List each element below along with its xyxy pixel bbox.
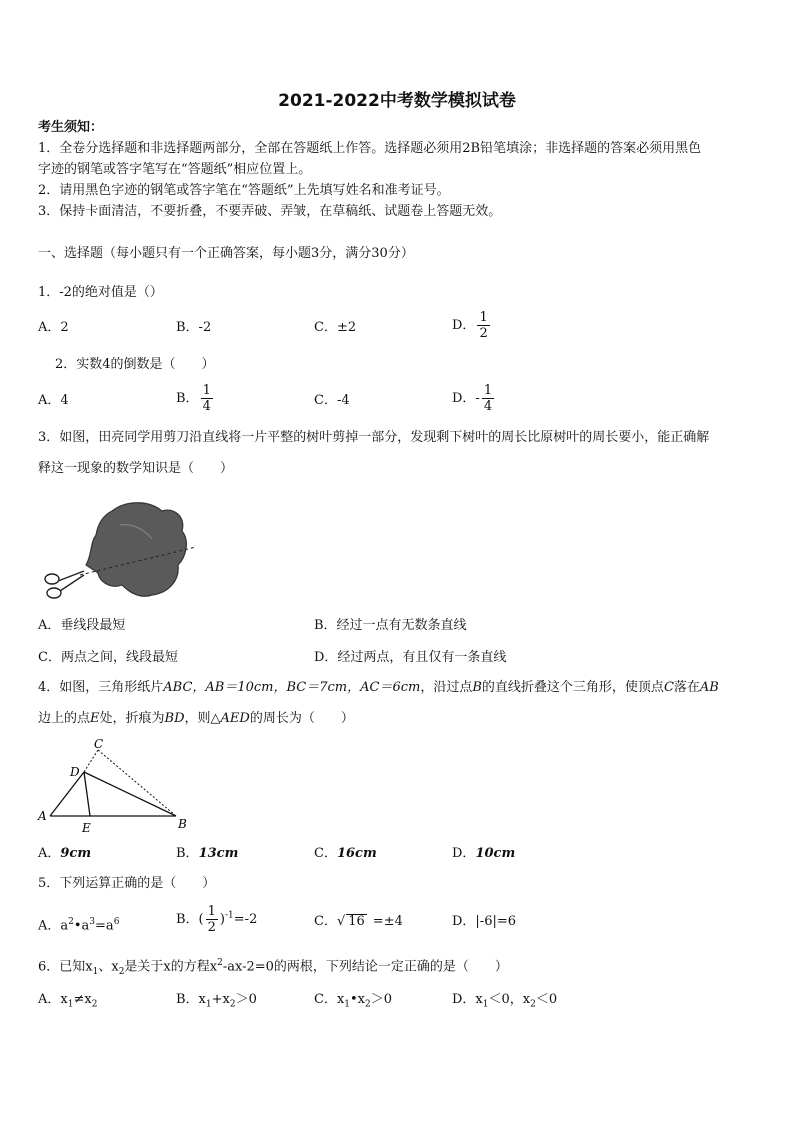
q5-option-d: D．|-6|=6: [452, 914, 517, 929]
q3-option-d: D．经过两点，有且仅有一条直线: [314, 650, 507, 665]
label-c: C: [94, 737, 104, 751]
segment-dc: [84, 750, 98, 772]
q3-option-a: A．垂线段最短: [38, 618, 126, 633]
q4-option-c: C．16cm: [314, 846, 377, 861]
q5-option-b: B．( $\frac{1}{2}$ )$^{-1}$=-2: [176, 904, 258, 935]
leaf-shape: [86, 503, 186, 597]
q2-stem: 2．实数4的倒数是（ ）: [55, 357, 215, 372]
q4-option-b: B．13cm: [176, 846, 239, 861]
q6-stem: 6．已知$x_1$、$x_2$是关于x的方程$x^2-ax-2=0$的两根，下列结论一定正确的是（ ）: [38, 958, 508, 977]
fraction: $\frac{1}{4}$: [202, 383, 211, 414]
q1-stem: 1．-2的绝对值是（）: [38, 285, 163, 300]
page-title: 2021-2022中考数学模拟试卷: [278, 91, 516, 111]
q2-option-c: C．-4: [314, 393, 350, 408]
notice-item-1: 1．全卷分选择题和非选择题两部分，全部在答题纸上作答。选择题必须用2B铅笔填涂；非选择题的答案必须用黑色: [38, 141, 702, 156]
q6-option-b: B．$x_1+x_2>0$: [176, 992, 257, 1010]
q2-option-d: D．- $\frac{1}{4}$: [452, 383, 493, 414]
segment-cb: [98, 750, 176, 816]
q1-option-d: D． $\frac{1}{2}$: [452, 310, 488, 341]
label-e: E: [82, 821, 91, 835]
fraction: $\frac{1}{2}$: [207, 904, 216, 935]
notice-heading: 考生须知：: [38, 120, 104, 135]
q5-option-a: A．$a^2•a^3=a^6$: [38, 917, 120, 934]
q3-option-b: B．经过一点有无数条直线: [314, 618, 467, 633]
leaf-scissors-figure: [40, 495, 200, 605]
notice-item-3: 3．保持卡面清洁，不要折叠，不要弄破、弄皱，在草稿纸、试题卷上答题无效。: [38, 204, 502, 219]
scissors-icon: [45, 571, 84, 598]
q1-option-c: C．±2: [314, 320, 357, 335]
q4-stem-line1: 4．如图，三角形纸片ABC，AB＝10cm，BC＝7cm，AC＝6cm，沿过点B的直线折叠这个三角形，使顶点C落在AB: [38, 680, 719, 695]
label-d: D: [70, 765, 80, 779]
label-b: B: [178, 817, 187, 831]
q1-option-b: B．-2: [176, 320, 212, 335]
label-a: A: [38, 809, 47, 823]
q1-option-a: A．2: [38, 320, 69, 335]
q4-option-a: A．9cm: [38, 846, 92, 861]
segment-db: [84, 772, 176, 816]
notice-item-2: 2．请用黑色字迹的钢笔或答字笔在“答题纸”上先填写姓名和准考证号。: [38, 183, 450, 198]
q4-stem-line2: 边上的点E处，折痕为BD，则△AED的周长为（ ）: [38, 711, 354, 726]
q2-option-a: A．4: [38, 393, 69, 408]
q6-option-d: D．$x_1<0$，$x_2<0$: [452, 992, 558, 1010]
segment-de: [84, 772, 90, 816]
q3-stem-line1: 3．如图，田亮同学用剪刀沿直线将一片平整的树叶剪掉一部分，发现剩下树叶的周长比原树叶的周长要小，能正确解: [38, 430, 710, 445]
fraction: $\frac{1}{2}$: [479, 310, 488, 341]
q6-option-c: C．$x_1•x_2>0$: [314, 992, 393, 1010]
notice-item-1-cont: 字迹的钢笔或答字笔写在“答题纸”相应位置上。: [38, 162, 312, 177]
q3-option-c: C．两点之间，线段最短: [38, 650, 178, 665]
section-heading: 一、选择题（每小题只有一个正确答案，每小题3分，满分30分）: [38, 246, 414, 261]
q5-stem: 5．下列运算正确的是（ ）: [38, 876, 216, 891]
q3-stem-line2: 释这一现象的数学知识是（ ）: [38, 461, 234, 476]
q5-option-c: C．√ 16 =±4: [314, 914, 403, 929]
triangle-figure: [36, 736, 196, 836]
fraction: $\frac{1}{4}$: [483, 383, 493, 414]
q4-option-d: D．10cm: [452, 846, 516, 861]
q2-option-b: B． $\frac{1}{4}$: [176, 383, 211, 414]
sqrt-icon: √: [336, 914, 346, 929]
q6-option-a: A．$x_1\ne x_2$: [38, 992, 98, 1010]
